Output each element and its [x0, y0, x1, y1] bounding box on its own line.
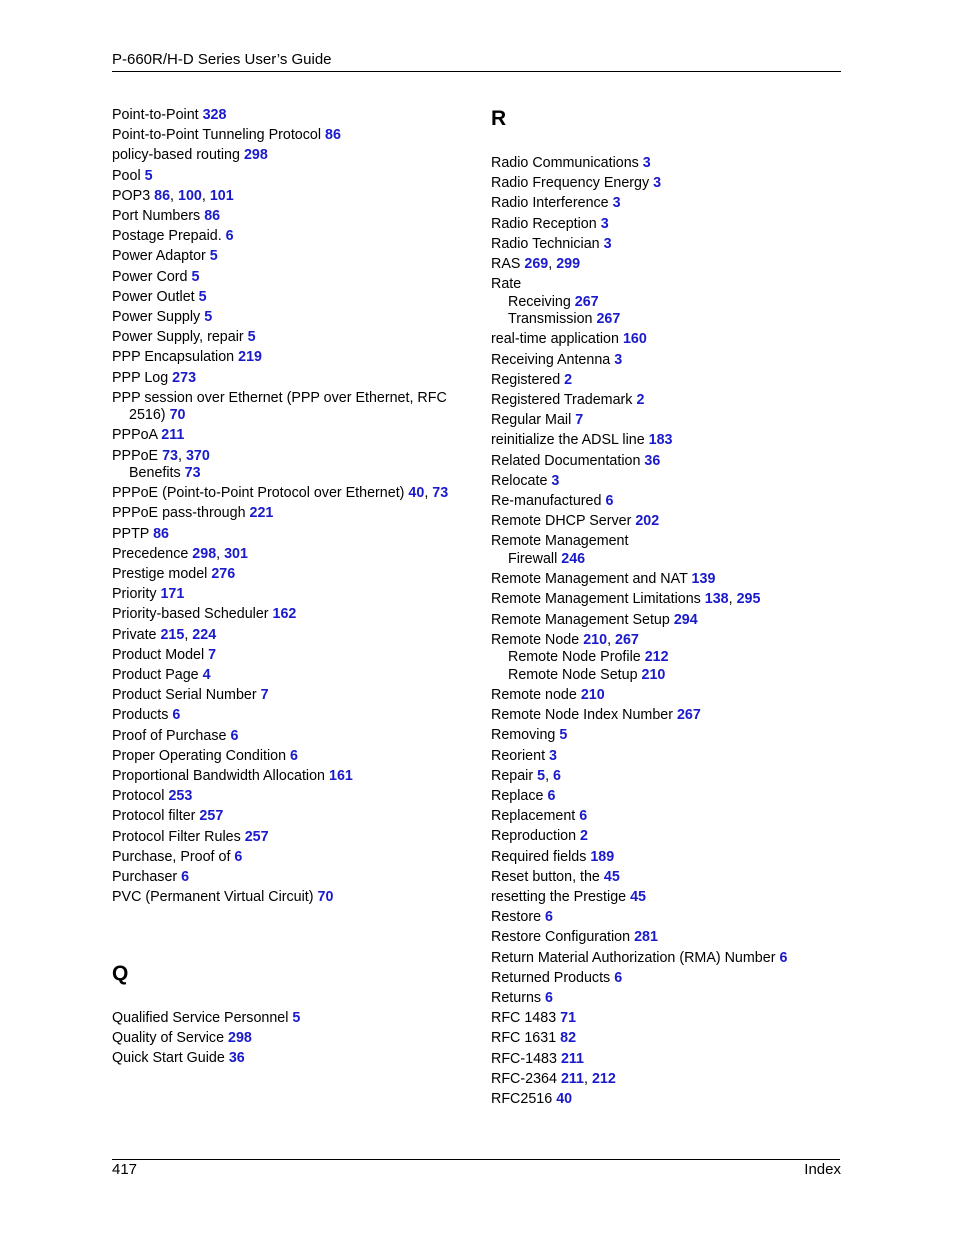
page-link[interactable]: 183: [648, 432, 673, 449]
index-term: Replace: [491, 787, 544, 804]
index-term: Proper Operating Condition: [112, 747, 287, 764]
page-link[interactable]: 294: [673, 611, 698, 628]
index-term: Registered Trademark: [491, 392, 633, 408]
index-term: RFC-1483: [491, 1050, 557, 1067]
index-term: Remote Node Profile: [508, 649, 641, 666]
index-term: RFC-2364: [491, 1070, 557, 1087]
page-link[interactable]: 212: [591, 1070, 616, 1087]
index-term: Reorient: [491, 747, 546, 764]
page-link[interactable]: 6: [181, 869, 190, 885]
index-term: Power Supply: [112, 309, 201, 325]
page-link[interactable]: 73: [432, 485, 449, 502]
page-link[interactable]: 70: [169, 407, 186, 424]
page-link[interactable]: 210: [583, 631, 608, 648]
page-link[interactable]: 299: [556, 256, 581, 272]
index-term: Related Documentation: [491, 452, 641, 469]
index-subentry: [508, 667, 853, 685]
page-link[interactable]: 328: [202, 107, 227, 123]
page-link[interactable]: 139: [691, 571, 716, 588]
page-link[interactable]: 2: [636, 392, 645, 408]
index-term: PPP Log: [112, 369, 169, 386]
index-entry: [491, 1051, 836, 1069]
index-entry: PPPoE 73, 370: [112, 447, 210, 464]
section-letter-r: R: [491, 107, 507, 130]
index-term: Returns: [491, 989, 542, 1006]
index-subentry: [508, 311, 853, 329]
section-letter-q: Q: [112, 962, 129, 985]
index-term: RFC 1631: [491, 1030, 557, 1047]
index-entry: [112, 606, 457, 624]
page-link[interactable]: 257: [199, 808, 224, 825]
page-link[interactable]: 70: [317, 889, 334, 906]
index-entry: [491, 571, 836, 589]
index-entry: [112, 505, 457, 523]
page-link[interactable]: 6: [545, 989, 553, 1006]
index-entry: [112, 1050, 457, 1068]
index-entry: [112, 869, 457, 887]
page-link[interactable]: 6: [614, 969, 623, 986]
index-term: Restore: [491, 909, 542, 926]
index-entry: [112, 788, 457, 806]
footer-rule: [112, 1159, 840, 1160]
index-term: Remote Management and NAT: [491, 571, 688, 588]
page-link[interactable]: 6: [779, 949, 788, 966]
page-link[interactable]: 6: [230, 727, 239, 744]
index-term: Private: [112, 626, 157, 643]
page-link[interactable]: 86: [204, 208, 221, 224]
index-entry: [112, 586, 457, 604]
index-term: Purchase, Proof of: [112, 848, 231, 865]
page-link[interactable]: 4: [202, 667, 211, 683]
index-entry: [491, 889, 836, 907]
page-link[interactable]: 370: [185, 447, 210, 464]
index-term: Product Model: [112, 646, 205, 663]
page-link[interactable]: 211: [161, 427, 185, 444]
page-link[interactable]: 45: [603, 868, 620, 885]
index-entry: [491, 687, 836, 705]
index-entry: [112, 127, 457, 145]
index-term: Quality of Service: [112, 1030, 225, 1047]
page-link[interactable]: 161: [329, 768, 353, 784]
index-term: PVC (Permanent Virtual Circuit): [112, 889, 314, 906]
index-entry: [112, 427, 457, 445]
index-term: policy-based routing: [112, 147, 240, 164]
index-term: Product Page: [112, 667, 199, 683]
index-entry: [491, 828, 836, 846]
index-term: reinitialize the ADSL line: [491, 432, 645, 449]
page-link[interactable]: 3: [600, 215, 609, 232]
index-entry: [112, 849, 457, 867]
index-term: RFC 1483: [491, 1010, 557, 1027]
index-entry: [491, 533, 836, 551]
index-entry: [112, 748, 457, 766]
index-entry: [491, 432, 836, 450]
index-term: Return Material Authorization (RMA) Number: [491, 949, 776, 966]
index-entry: [491, 869, 836, 887]
page-link[interactable]: 36: [644, 452, 661, 469]
header-rule: [112, 71, 841, 72]
index-entry: [112, 329, 457, 347]
page-link[interactable]: 45: [630, 888, 646, 905]
page-link[interactable]: 6: [579, 808, 588, 825]
index-entry: [491, 612, 836, 630]
index-term: Radio Communications: [491, 155, 639, 171]
index-entry: [491, 788, 836, 806]
page-link[interactable]: 267: [574, 293, 599, 310]
page-link[interactable]: 5: [204, 309, 213, 325]
page-link[interactable]: 5: [191, 268, 200, 285]
index-term: Point-to-Point: [112, 107, 199, 123]
index-term: Receiving: [508, 293, 571, 310]
page-link[interactable]: 298: [192, 545, 217, 562]
page-link[interactable]: 6: [290, 747, 298, 764]
index-term: Remote Node Setup: [508, 666, 638, 683]
index-entry: [491, 493, 836, 511]
index-entry: [112, 707, 457, 725]
index-term: Precedence: [112, 545, 189, 562]
page-link[interactable]: 281: [634, 929, 658, 946]
index-term: Transmission: [508, 311, 593, 328]
page-link[interactable]: 211: [560, 1050, 585, 1067]
page-link[interactable]: 6: [172, 707, 181, 724]
page-link[interactable]: 86: [154, 187, 171, 204]
page-link[interactable]: 5: [537, 767, 546, 784]
page-link[interactable]: 253: [168, 788, 193, 805]
index-term: Port Numbers: [112, 208, 201, 224]
index-entry: [112, 687, 457, 705]
index-entry: [112, 248, 457, 266]
page-link[interactable]: 7: [260, 687, 269, 704]
page-link[interactable]: 210: [580, 686, 605, 703]
index-entry: [112, 269, 457, 287]
page-link[interactable]: 3: [653, 175, 662, 192]
index-term: Firewall: [508, 550, 558, 567]
index-term: Remote Management: [491, 533, 629, 550]
page-link[interactable]: 73: [162, 447, 178, 464]
page-link[interactable]: 6: [605, 493, 614, 509]
index-term: Prestige model: [112, 566, 208, 582]
index-term: Proof of Purchase: [112, 727, 227, 744]
index-term: resetting the Prestige: [491, 888, 627, 905]
page-link[interactable]: 298: [243, 147, 268, 164]
index-term: Priority-based Scheduler: [112, 606, 269, 623]
page-link[interactable]: 211: [560, 1070, 585, 1087]
page-link[interactable]: 86: [325, 127, 341, 144]
page-link[interactable]: 257: [244, 828, 269, 845]
page-link[interactable]: 189: [590, 848, 615, 865]
page-link[interactable]: 3: [612, 195, 621, 212]
index-entry: [491, 808, 836, 826]
index-subentry: [508, 649, 853, 667]
page-link[interactable]: 162: [272, 606, 297, 623]
page-link[interactable]: 269: [524, 256, 549, 272]
index-entry: [112, 349, 457, 367]
index-term: Protocol: [112, 788, 165, 805]
page-link[interactable]: 36: [228, 1050, 245, 1067]
page-link[interactable]: 7: [208, 646, 217, 663]
index-term-continued: [112, 407, 185, 423]
index-term: Radio Frequency Energy: [491, 175, 650, 192]
index-term: Reproduction: [491, 828, 577, 845]
index-subentry: [129, 465, 474, 483]
index-entry: [112, 566, 457, 584]
index-term: RAS: [491, 256, 521, 272]
page-link[interactable]: 86: [153, 525, 169, 542]
index-term: Power Cord: [112, 268, 188, 285]
index-term: Reset button, the: [491, 868, 600, 885]
page-link[interactable]: 3: [549, 747, 557, 764]
index-entry: Precedence 298, 301: [112, 545, 248, 562]
page-link[interactable]: 160: [622, 331, 647, 348]
index-entry: [491, 513, 836, 531]
page-link[interactable]: 101: [209, 187, 234, 204]
index-entry: RAS 269, 299: [491, 256, 581, 272]
index-entry: [112, 370, 457, 388]
index-entry: [112, 168, 457, 186]
index-term: PPP session over Ethernet (PPP over Ethernet, RFC: [112, 389, 447, 406]
page-link[interactable]: 202: [635, 513, 660, 530]
page-link[interactable]: 210: [641, 666, 666, 683]
page-link[interactable]: 295: [736, 591, 761, 608]
page-link[interactable]: 5: [198, 288, 207, 305]
index-term: Rate: [491, 276, 522, 293]
index-entry: [491, 155, 836, 173]
index-term: Remote node: [491, 686, 577, 703]
index-entry: [491, 331, 836, 349]
index-entry: [491, 707, 836, 725]
page-link[interactable]: 246: [561, 550, 586, 567]
index-entry: [112, 1030, 457, 1048]
page-link[interactable]: 267: [615, 631, 639, 648]
index-entry: [491, 372, 836, 390]
index-term: Radio Technician: [491, 235, 600, 252]
index-term: Power Outlet: [112, 288, 195, 305]
index-term: Protocol Filter Rules: [112, 828, 241, 845]
page-number: 417: [112, 1161, 138, 1178]
index-term: RFC2516: [491, 1090, 553, 1107]
index-term: Radio Reception: [491, 215, 597, 232]
page-link[interactable]: 73: [184, 465, 201, 481]
index-term: Registered: [491, 371, 561, 388]
index-entry: [112, 647, 457, 665]
index-term: PPPoE: [112, 447, 159, 464]
index-entry: Private 215, 224: [112, 626, 217, 643]
page-link[interactable]: 3: [642, 155, 651, 171]
index-term: PPTP: [112, 525, 150, 542]
index-entry: [491, 1010, 836, 1028]
page-link[interactable]: 267: [596, 311, 621, 328]
page-link[interactable]: 301: [224, 545, 248, 562]
index-entry: [491, 990, 836, 1008]
index-term: Remote Node Index Number: [491, 707, 673, 724]
index-entry: [491, 473, 836, 491]
page-link[interactable]: 7: [575, 412, 584, 429]
index-entry: [491, 1030, 836, 1048]
index-entry: [112, 107, 457, 125]
index-entry: [112, 208, 457, 226]
page-link[interactable]: 298: [228, 1030, 252, 1047]
index-term: Power Supply, repair: [112, 329, 244, 346]
index-term: POP3: [112, 187, 151, 204]
index-term: Power Adaptor: [112, 248, 206, 265]
index-entry: [112, 228, 457, 246]
page-link[interactable]: 100: [178, 187, 202, 204]
index-entry: [112, 728, 457, 746]
page-link[interactable]: 5: [559, 727, 568, 744]
index-term: Remote Node: [491, 631, 580, 648]
index-entry: [112, 309, 457, 327]
index-entry: [112, 289, 457, 307]
index-entry: POP3 86, 100, 101: [112, 187, 234, 204]
index-term: Receiving Antenna: [491, 351, 611, 368]
page-link[interactable]: 40: [408, 485, 425, 502]
index-term: Product Serial Number: [112, 687, 257, 704]
index-entry: [112, 889, 457, 907]
page-link[interactable]: 6: [547, 787, 556, 804]
index-entry: [491, 909, 836, 927]
index-term: Re-manufactured: [491, 493, 602, 509]
page-link[interactable]: 224: [192, 626, 217, 643]
index-entry: [491, 392, 836, 410]
index-term: Proportional Bandwidth Allocation: [112, 768, 326, 784]
index-term: Removing: [491, 727, 556, 744]
page-link[interactable]: 5: [292, 1010, 301, 1026]
index-entry: [491, 412, 836, 430]
index-entry: [112, 808, 457, 826]
index-entry: [112, 667, 457, 685]
index-term: real-time application: [491, 331, 619, 348]
index-entry: [112, 1010, 457, 1028]
index-term: Quick Start Guide: [112, 1050, 225, 1067]
index-entry: [491, 352, 836, 370]
page-link[interactable]: 5: [209, 248, 218, 265]
index-term: PPPoA: [112, 427, 158, 444]
page-link[interactable]: 6: [225, 228, 234, 245]
page-link[interactable]: 5: [247, 329, 256, 346]
index-entry: [112, 768, 457, 786]
page-link[interactable]: 5: [144, 167, 153, 184]
index-term: Priority: [112, 586, 157, 603]
index-term: Remote DHCP Server: [491, 513, 632, 530]
index-entry: [112, 147, 457, 165]
index-term: Radio Interference: [491, 195, 609, 212]
index-entry: [491, 950, 836, 968]
index-entry: Remote Node 210, 267: [491, 631, 639, 648]
index-term: PPPoE (Point-to-Point Protocol over Ethernet): [112, 485, 405, 502]
section-name: Index: [804, 1161, 841, 1178]
page-link[interactable]: 212: [644, 649, 669, 666]
page-link[interactable]: 40: [556, 1090, 573, 1107]
index-entry: [112, 829, 457, 847]
index-term: Postage Prepaid.: [112, 228, 222, 245]
page-link[interactable]: 3: [603, 235, 612, 252]
index-entry: [112, 526, 457, 544]
page-link[interactable]: 267: [676, 707, 701, 724]
index-term: Purchaser: [112, 869, 178, 885]
index-term: Benefits: [129, 465, 181, 481]
index-term: PPPoE pass-through: [112, 505, 246, 522]
index-entry: Repair 5, 6: [491, 767, 561, 784]
index-term: Restore Configuration: [491, 929, 631, 946]
index-term-continued-text: 2516): [129, 407, 166, 424]
index-entry: [491, 727, 836, 745]
index-term: Regular Mail: [491, 412, 572, 429]
guide-title: P-660R/H-D Series User’s Guide: [112, 51, 332, 68]
page-link[interactable]: 2: [564, 371, 573, 388]
page-link[interactable]: 6: [234, 848, 243, 865]
index-entry: Remote Management Limitations 138, 295: [491, 591, 761, 608]
index-entry: [491, 849, 836, 867]
page-link[interactable]: 3: [614, 351, 623, 368]
index-term: Point-to-Point Tunneling Protocol: [112, 127, 322, 144]
index-term: Repair: [491, 767, 534, 784]
index-subentry: [508, 294, 853, 312]
page-link[interactable]: 276: [211, 566, 236, 582]
index-entry: [491, 748, 836, 766]
page-link[interactable]: 171: [160, 586, 185, 603]
index-term: Required fields: [491, 848, 587, 865]
index-term: Products: [112, 707, 169, 724]
index-term: Pool: [112, 167, 141, 184]
index-entry: [491, 216, 836, 234]
index-entry: PPPoE (Point-to-Point Protocol over Ethernet) 40, 73: [112, 485, 449, 502]
index-entry: [491, 970, 836, 988]
page-link[interactable]: 6: [545, 909, 553, 926]
page-link[interactable]: 219: [238, 349, 262, 366]
index-entry: [491, 929, 836, 947]
index-term: Returned Products: [491, 969, 611, 986]
index-term: Remote Management Limitations: [491, 591, 701, 608]
index-entry: [491, 175, 836, 193]
index-entry: [112, 390, 457, 425]
page-link[interactable]: 273: [172, 369, 197, 386]
index-entry: [491, 276, 836, 294]
page-link[interactable]: 6: [553, 767, 561, 784]
page-link[interactable]: 138: [704, 591, 729, 608]
index-entry: [491, 1091, 836, 1109]
page-link[interactable]: 2: [580, 828, 588, 845]
index-entry: [491, 195, 836, 213]
page-link[interactable]: 82: [560, 1030, 577, 1047]
index-entry: [491, 236, 836, 254]
index-entry: RFC-2364 211, 212: [491, 1070, 616, 1087]
index-term: Qualified Service Personnel: [112, 1010, 289, 1026]
index-term: Replacement: [491, 808, 576, 825]
index-term: Relocate: [491, 472, 548, 489]
index-subentry: [508, 551, 853, 569]
index-term: PPP Encapsulation: [112, 349, 235, 366]
page-link[interactable]: 3: [551, 472, 560, 489]
index-term: Remote Management Setup: [491, 611, 670, 628]
index-term: Protocol filter: [112, 808, 196, 825]
index-entry: [491, 453, 836, 471]
page-link[interactable]: 71: [560, 1010, 577, 1027]
page-link[interactable]: 221: [249, 505, 274, 522]
page-link[interactable]: 215: [160, 626, 185, 643]
